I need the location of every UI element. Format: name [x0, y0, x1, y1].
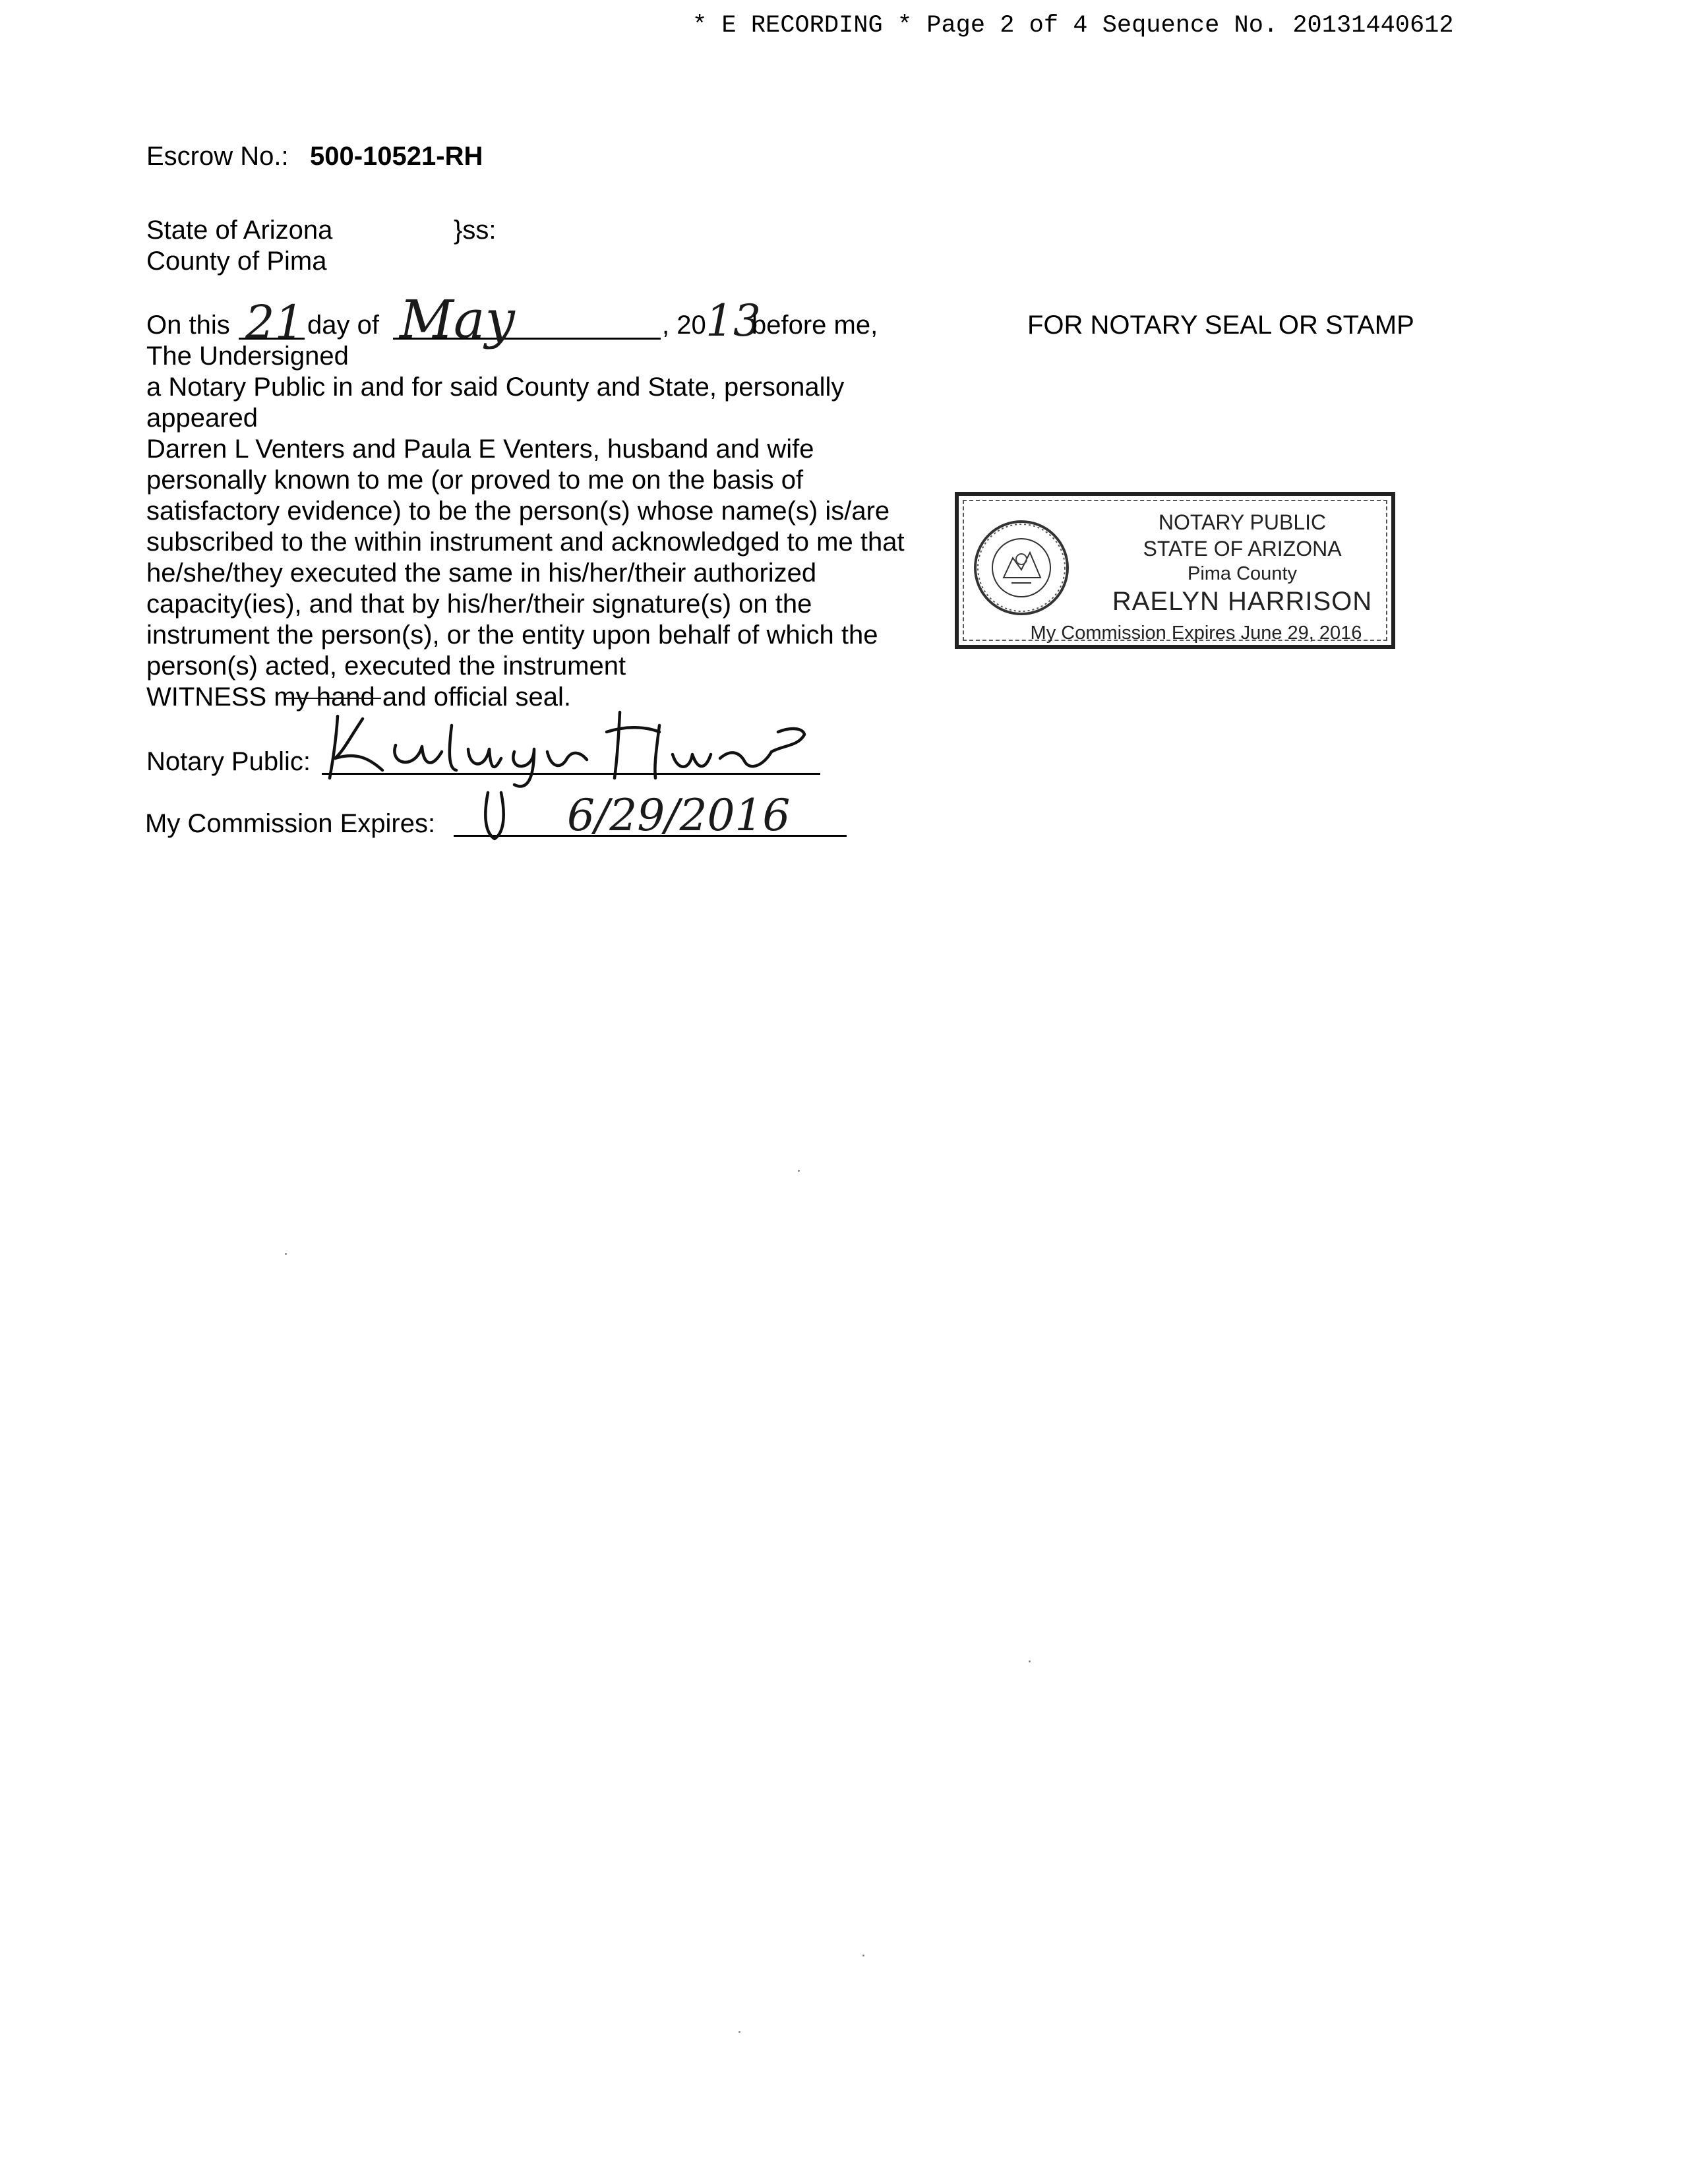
commission-handwritten: 6/29/2016: [567, 790, 791, 841]
body-line-5: Darren L Venters and Paula E Venters, husband and wife: [146, 435, 814, 464]
commission-label: My Commission Expires:: [145, 809, 436, 838]
before-me-text: before me,: [752, 311, 878, 340]
body-line-10: capacity(ies), and that by his/her/their signature(s) on the: [146, 590, 812, 619]
state-seal-icon: [972, 518, 1071, 617]
venue-state: State of Arizona: [146, 216, 333, 245]
notary-stamp: [955, 492, 1395, 649]
body-line-11: instrument the person(s), or the entity upon behalf of which the: [146, 621, 878, 650]
escrow-number: 500-10521-RH: [310, 142, 483, 171]
body-line-8: subscribed to the within instrument and acknowledged to me that: [146, 528, 905, 557]
body-line-12: person(s) acted, executed the instrument: [146, 652, 626, 681]
body-line-2: The Undersigned: [146, 342, 349, 371]
body-line-4: appeared: [146, 404, 258, 433]
scan-speck: [285, 1253, 287, 1255]
body-line-6: personally known to me (or proved to me on the basis of: [146, 466, 804, 495]
scan-speck: [798, 1170, 800, 1172]
scan-speck: [1029, 1660, 1031, 1662]
notary-signature: [316, 686, 818, 785]
notary-public-label: Notary Public:: [146, 747, 311, 776]
stamp-notary-name: RAELYN HARRISON: [1112, 587, 1373, 616]
seal-caption: FOR NOTARY SEAL OR STAMP: [1027, 311, 1414, 340]
day-of-text: day of: [307, 311, 379, 340]
stamp-commission: My Commission Expires June 29, 2016: [1030, 622, 1362, 644]
witness-line: WITNESS my hand and official seal.: [146, 682, 571, 712]
stamp-line-2: STATE OF ARIZONA: [1143, 537, 1342, 561]
recording-header: * E RECORDING * Page 2 of 4 Sequence No. 20131440612: [692, 12, 1454, 40]
month-handwritten: May: [400, 289, 515, 350]
day-handwritten: 21: [245, 295, 305, 349]
year-handwritten: 13: [706, 295, 761, 346]
scan-speck: [862, 1955, 864, 1957]
stamp-line-1: NOTARY PUBLIC: [1158, 510, 1327, 534]
commission-mark: [481, 786, 534, 845]
body-line-9: he/she/they executed the same in his/her/their authorized: [146, 559, 817, 588]
body-line-7: satisfactory evidence) to be the person(s) whose name(s) is/are: [146, 497, 890, 526]
venue-ss: }ss:: [454, 216, 497, 245]
venue-county: County of Pima: [146, 247, 327, 276]
year-prefix: , 20: [662, 311, 706, 340]
escrow-label: Escrow No.:: [146, 142, 289, 171]
stamp-line-3: Pima County: [1187, 563, 1297, 584]
scan-speck: [738, 2031, 740, 2033]
on-this-text: On this: [146, 311, 230, 340]
body-line-3: a Notary Public in and for said County and State, personally: [146, 373, 845, 402]
